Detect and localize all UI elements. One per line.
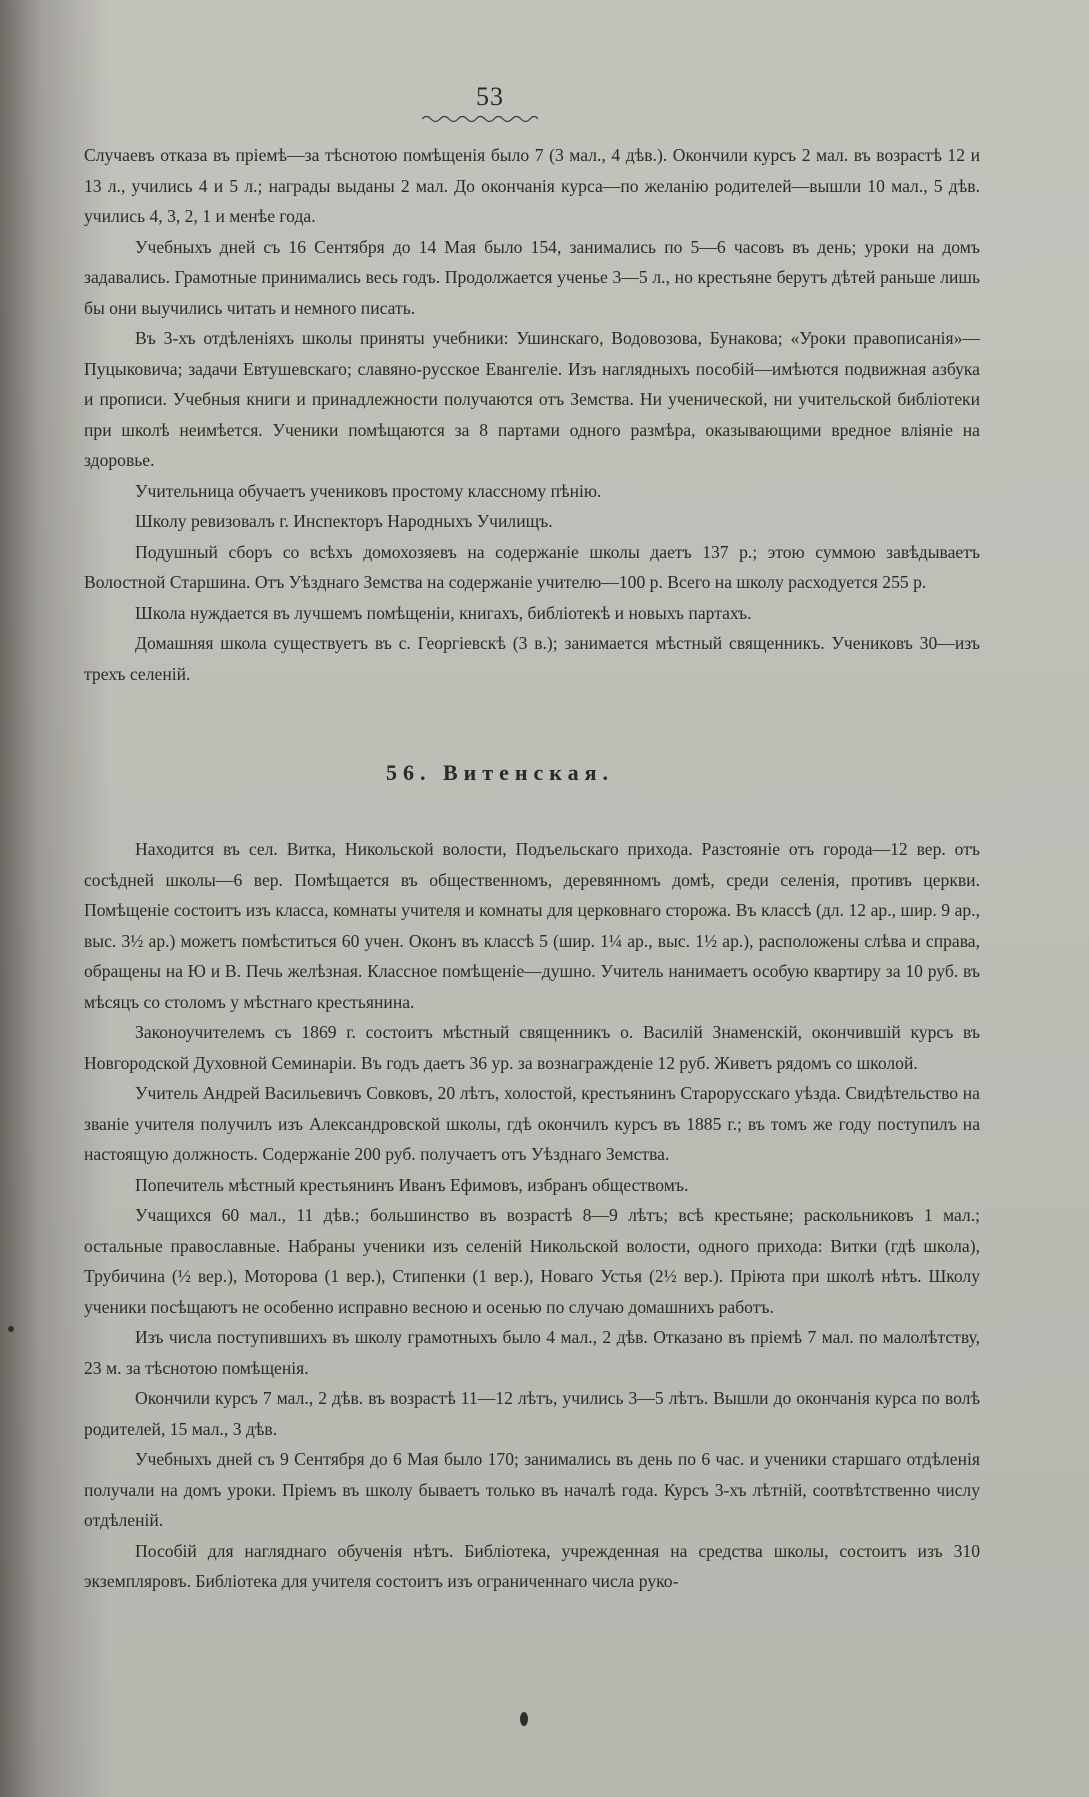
paragraph: Школа нуждается въ лучшемъ помѣщеніи, книгахъ, библіотекѣ и новыхъ партахъ.: [135, 602, 752, 623]
paragraph: Учебныхъ дней съ 16 Сентября до 14 Мая было 154, занимались по 5—6 часовъ въ день; уроки на домъ задавались. Грамотные принимались весь годъ. Продолжается ученье 3—5 л., но крестьяне берутъ дѣтей раньше лишь бы они выучились читать и немного писать.: [84, 236, 980, 318]
paragraph: Находится въ сел. Витка, Никольской волости, Подъельскаго прихода. Разстояніе отъ города—12 вер. отъ сосѣдней школы—6 вер. Помѣщается въ общественномъ, деревянномъ домѣ, среди селенія, противъ церкви. Помѣщеніе состоитъ изъ класса, комнаты учителя и комнаты для церковнаго сторожа. Въ классѣ (дл. 12 ар., шир. 9 ар., выс. 3½ ар.) можетъ помѣститься 60 учен. Оконъ въ классѣ 5 (шир. 1¼ ар., выс. 1½ ар.), расположены слѣва и справа, обращены на Ю и В. Печь желѣзная. Классное помѣщеніе—душно. Учитель нанимаетъ особую квартиру за 10 руб. въ мѣсяцъ со столомъ у мѣстнаго крестьянина.: [84, 839, 980, 1012]
paragraph: Попечитель мѣстный крестьянинъ Иванъ Ефимовъ, избранъ обществомъ.: [135, 1174, 689, 1195]
paragraph: Школу ревизовалъ г. Инспекторъ Народныхъ Училищъ.: [135, 511, 553, 531]
page-number: 53: [476, 82, 504, 111]
paragraph: Въ 3-хъ отдѣленіяхъ школы приняты учебники: Ушинскаго, Водовозова, Бунакова; «Уроки правописанія»—Пуцыковича; задачи Евтушевскаго; славяно-русское Евангеліе. Изъ наглядныхъ пособій—имѣются подвижная азбука и прописи. Учебныя книги и принадлежности получаются отъ Земства. Ни ученической, ни учительской библіотеки при школѣ неимѣется. Ученики помѣщаются за 8 партами одного размѣра, оказывающими вредное вліяніе на здоровье.: [84, 328, 980, 470]
paragraph: Учащихся 60 мал., 11 дѣв.; большинство въ возрастѣ 8—9 лѣтъ; всѣ крестьяне; раскольниковъ 1 мал.; остальные православные. Набраны ученики изъ селеній Никольской волости, одного прихода: Витки (гдѣ школа), Трубичина (½ вер.), Моторова (1 вер.), Стипенки (1 вер.), Новаго Устья (2½ вер.). Пріюта при школѣ нѣтъ. Школу ученики посѣщаютъ не особенно исправно весною и осенью по случаю домашнихъ работъ.: [84, 1205, 980, 1317]
paragraph: Учитель Андрей Васильевичъ Совковъ, 20 лѣтъ, холостой, крестьянинъ Старорусскаго уѣзда. Свидѣтельство на званіе учителя получилъ изъ Александровской школы, гдѣ окончилъ курсъ въ 1885 г.; въ томъ же году поступилъ на настоящую должность. Содержаніе 200 руб. получаетъ отъ Уѣзднаго Земства.: [84, 1083, 980, 1164]
paragraph: Учебныхъ дней съ 9 Сентября до 6 Мая было 170; занимались въ день по 6 час. и ученики старшаго отдѣленія получали на домъ уроки. Пріемъ въ школу бываетъ только въ началѣ года. Курсъ 3-хъ лѣтній, соотвѣтственно числу отдѣленій.: [84, 1449, 980, 1530]
paragraph: Учительница обучаетъ учениковъ простому классному пѣнію.: [135, 480, 602, 501]
paragraph: Окончили курсъ 7 мал., 2 дѣв. въ возрастѣ 11—12 лѣтъ, учились 3—5 лѣтъ. Вышли до окончанія курса по волѣ родителей, 15 мал., 3 дѣв.: [84, 1388, 980, 1439]
section-body-vitenskaya: [84, 834, 980, 1597]
wavy-rule-ornament: [422, 114, 538, 124]
ink-mark-icon: [518, 1710, 530, 1728]
paragraph: Пособій для нагляднаго обученія нѣтъ. Библіотека, учрежденная на средства школы, состоитъ изъ 310 экземпляровъ. Библіотека для учителя состоитъ изъ ограниченнаго числа руко-: [84, 1540, 980, 1591]
paragraph: Домашняя школа существуетъ въ с. Георгіевскѣ (3 в.); занимается мѣстный священникъ. Учениковъ 30—изъ трехъ селеній.: [84, 633, 980, 684]
paragraph: Законоучителемъ съ 1869 г. состоитъ мѣстный священникъ о. Василій Знаменскій, окончившій курсъ въ Новгородской Духовной Семинаріи. Въ годъ даетъ 36 ур. за вознагражденіе 12 руб. Живетъ рядомъ со школой.: [84, 1022, 980, 1073]
edge-ink-dot: [8, 1326, 14, 1332]
paragraph: Подушный сборъ со всѣхъ домохозяевъ на содержаніе школы даетъ 137 р.; этою суммою завѣдываетъ Волостной Старшина. Отъ Уѣзднаго Земства на содержаніе учителю—100 р. Всего на школу расходуется 255 р.: [84, 541, 980, 592]
paragraph: Случаевъ отказа въ пріемѣ—за тѣснотою помѣщенія было 7 (3 мал., 4 дѣв.). Окончили курсъ 2 мал. въ возрастѣ 12 и 13 л., учились 4 и 5 л.; награды выданы 2 мал. До окончанія курса—по желанію родителей—вышли 10 мал., 5 дѣв. учились 4, 3, 2, 1 и менѣе года.: [84, 145, 980, 226]
section-heading: 56. Витенская.: [385, 760, 615, 785]
paragraph: Изъ числа поступившихъ въ школу грамотныхъ было 4 мал., 2 дѣв. Отказано въ пріемѣ 7 мал. по малолѣтству, 23 м. за тѣснотою помѣщенія.: [84, 1327, 980, 1378]
section-body-previous-school: [84, 140, 980, 689]
